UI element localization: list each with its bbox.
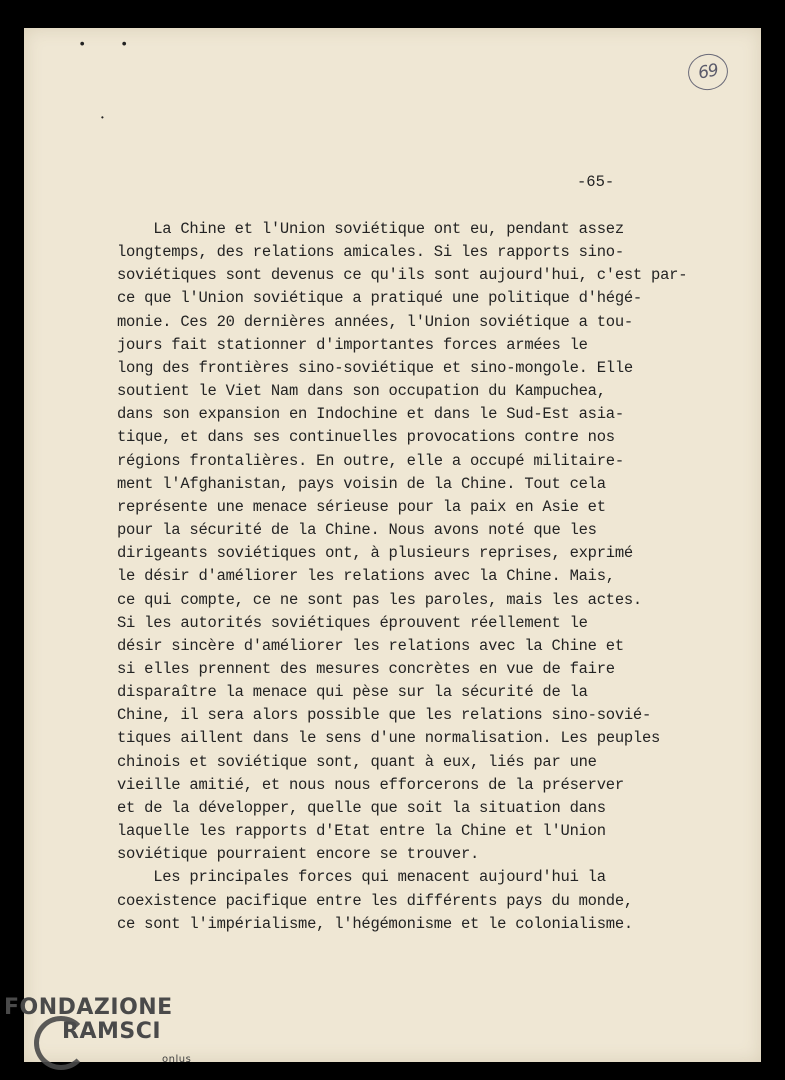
text-line: représente une menace sérieuse pour la paix en Asie et xyxy=(117,497,606,516)
text-line: ment l'Afghanistan, pays voisin de la Chine. Tout cela xyxy=(117,474,606,493)
text-line: désir sincère d'améliorer les relations avec la Chine et xyxy=(117,636,624,655)
g-logo-icon xyxy=(34,1016,88,1070)
text-line: tiques aillent dans le sens d'une normalisation. Les peuples xyxy=(117,729,661,748)
text-line: dirigeants soviétiques ont, à plusieurs reprises, exprimé xyxy=(117,544,633,563)
page-number: -65- xyxy=(577,173,615,191)
watermark-line1: FONDAZIONE xyxy=(4,995,173,1020)
document-page xyxy=(24,28,761,1062)
text-line: disparaître la menace qui pèse sur la sécurité de la xyxy=(117,683,588,702)
corner-mark: • xyxy=(100,114,105,123)
text-line: soutient le Viet Nam dans son occupation du Kampuchea, xyxy=(117,382,606,401)
corner-mark: • xyxy=(120,37,129,53)
watermark-sub: onlus xyxy=(162,1054,192,1065)
text-line: longtemps, des relations amicales. Si les rapports sino- xyxy=(117,243,624,262)
stamp-number: 69 xyxy=(696,60,720,84)
text-line: ce que l'Union soviétique a pratiqué une politique d'hégé- xyxy=(117,289,642,308)
watermark-line2: RAMSCI xyxy=(62,1019,162,1044)
text-line: long des frontières sino-soviétique et sino-mongole. Elle xyxy=(117,358,633,377)
text-line: soviétique pourraient encore se trouver. xyxy=(117,845,480,864)
text-line: Chine, il sera alors possible que les relations sino-sovié- xyxy=(117,706,652,725)
text-line: soviétiques sont devenus ce qu'ils sont aujourd'hui, c'est par- xyxy=(117,266,688,285)
text-line: vieille amitié, et nous nous efforcerons de la préserver xyxy=(117,775,624,794)
text-line: dans son expansion en Indochine et dans le Sud-Est asia- xyxy=(117,405,624,424)
text-line: coexistence pacifique entre les différents pays du monde, xyxy=(117,891,633,910)
text-line: jours fait stationner d'importantes forces armées le xyxy=(117,335,588,354)
text-line: Si les autorités soviétiques éprouvent réellement le xyxy=(117,613,588,632)
text-line: ce sont l'impérialisme, l'hégémonisme et le colonialisme. xyxy=(117,914,633,933)
text-line: chinois et soviétique sont, quant à eux, liés par une xyxy=(117,752,597,771)
archive-stamp xyxy=(685,51,731,93)
corner-mark: • xyxy=(78,37,87,53)
text-line: le désir d'améliorer les relations avec la Chine. Mais, xyxy=(117,567,615,586)
document-body xyxy=(117,218,747,936)
text-line: La Chine et l'Union soviétique ont eu, pendant assez xyxy=(117,220,624,238)
text-line: monie. Ces 20 dernières années, l'Union soviétique a tou- xyxy=(117,312,633,331)
text-line: tique, et dans ses continuelles provocations contre nos xyxy=(117,428,615,447)
text-line: et de la développer, quelle que soit la situation dans xyxy=(117,798,606,817)
archive-watermark xyxy=(4,995,192,1065)
text-line: pour la sécurité de la Chine. Nous avons noté que les xyxy=(117,521,597,540)
text-line: ce qui compte, ce ne sont pas les paroles, mais les actes. xyxy=(117,590,642,609)
text-line: laquelle les rapports d'Etat entre la Chine et l'Union xyxy=(117,822,606,841)
text-line: régions frontalières. En outre, elle a occupé militaire- xyxy=(117,451,624,470)
text-line: Les principales forces qui menacent aujourd'hui la xyxy=(117,868,606,887)
text-line: si elles prennent des mesures concrètes en vue de faire xyxy=(117,659,615,678)
